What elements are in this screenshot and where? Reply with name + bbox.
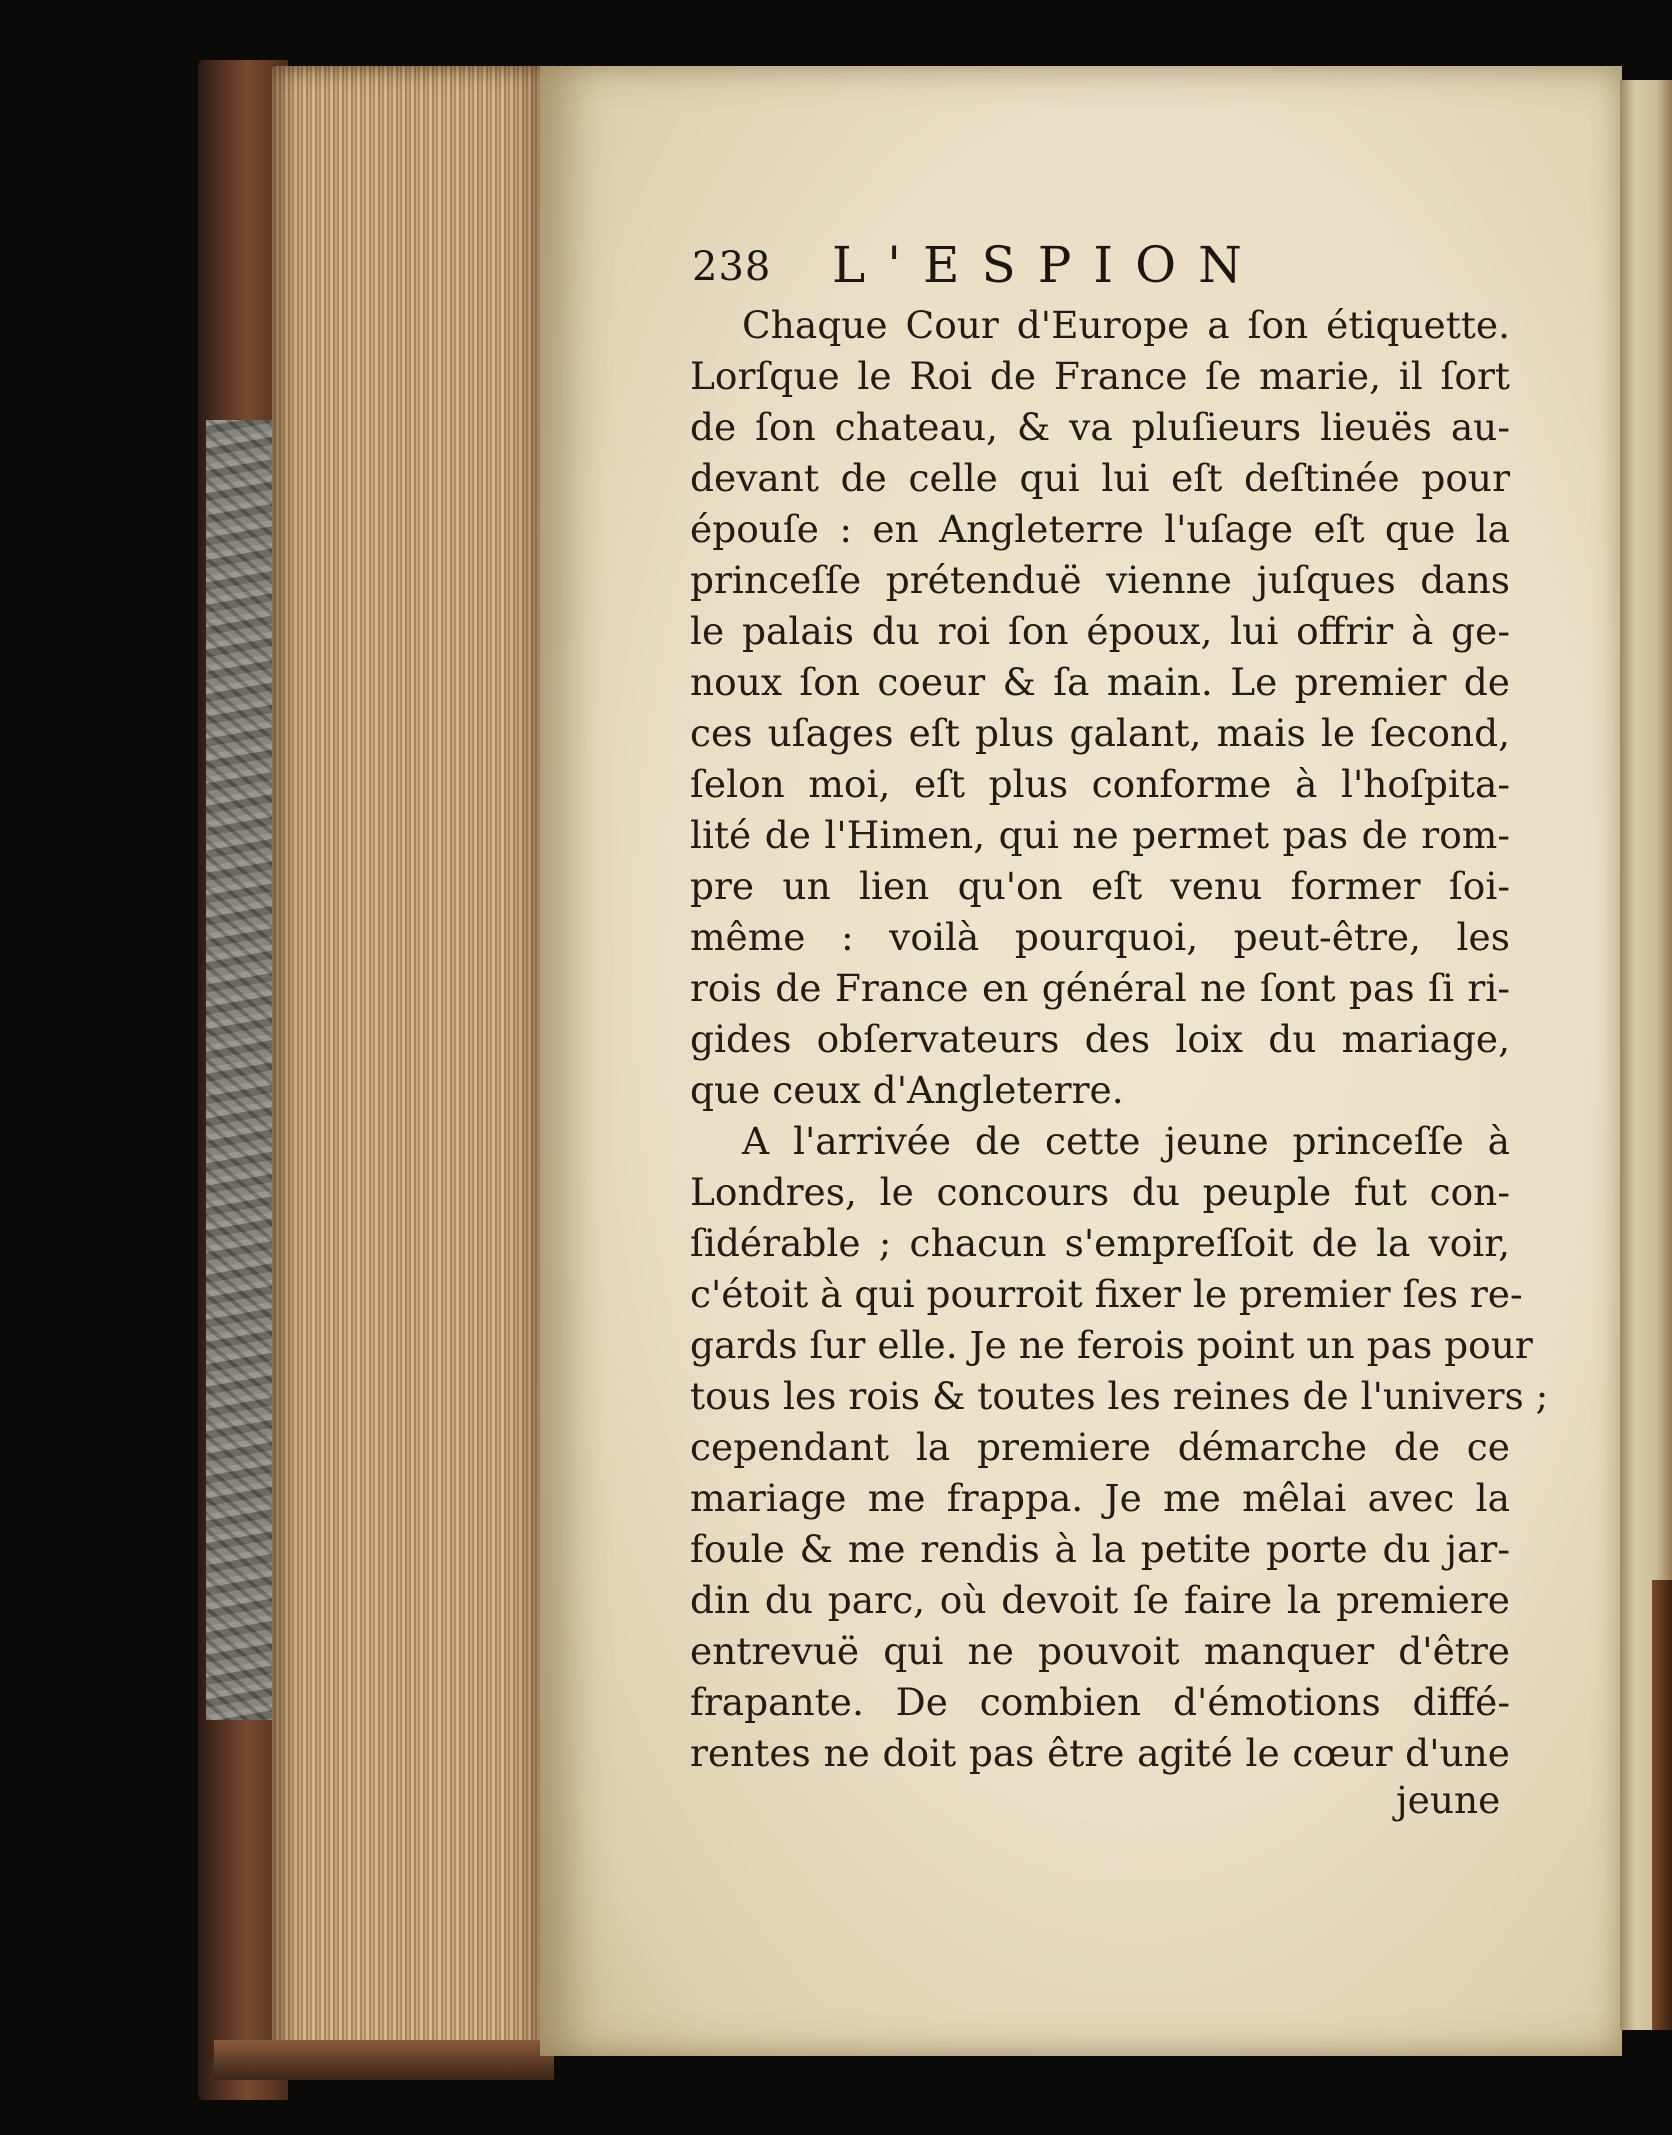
- text-line: foule & me rendis à la petite porte du jar-: [690, 1527, 1510, 1571]
- text-line: rois de France en général ne ſont pas ſi ri-: [690, 966, 1510, 1010]
- text-line: A l'arrivée de cette jeune princeſſe à: [742, 1119, 1510, 1163]
- text-line: lité de l'Himen, qui ne permet pas de rom-: [690, 813, 1510, 857]
- text-line: entrevuë qui ne pouvoit manquer d'être: [690, 1629, 1510, 1673]
- text-line: frapante. De combien d'émotions diffé-: [690, 1680, 1510, 1724]
- text-line: gards ſur elle. Je ne ferois point un pas pour: [690, 1323, 1533, 1367]
- text-line: rentes ne doit pas être agité le cœur d'une: [690, 1731, 1510, 1775]
- text-line: que ceux d'Angleterre.: [690, 1068, 1124, 1112]
- text-line: c'étoit à qui pourroit fixer le premier ſes re-: [690, 1272, 1523, 1316]
- text-line: princeſſe prétenduë vienne juſques dans: [690, 558, 1510, 602]
- text-line: gides obſervateurs des loix du mariage,: [690, 1017, 1510, 1061]
- text-line: ſidérable ; chacun s'empreſſoit de la voir,: [690, 1221, 1510, 1265]
- catchword: jeune: [1396, 1778, 1501, 1822]
- binding-corner: [214, 2040, 554, 2080]
- text-line: Lorſque le Roi de France ſe marie, il ſort: [690, 354, 1510, 398]
- text-line: ces uſages eſt plus galant, mais le ſecond,: [690, 711, 1510, 755]
- text-line: cependant la premiere démarche de ce: [690, 1425, 1510, 1469]
- text-line: Chaque Cour d'Europe a ſon étiquette.: [742, 303, 1510, 347]
- text-line: devant de celle qui lui eſt deſtinée pour: [690, 456, 1510, 500]
- page-number: 238: [692, 244, 772, 290]
- text-line: Londres, le concours du peuple fut con-: [690, 1170, 1510, 1214]
- text-line: ſelon moi, eſt plus conforme à l'hoſpita-: [690, 762, 1510, 806]
- facing-binding-edge: [1652, 1580, 1672, 2030]
- text-line: épouſe : en Angleterre l'uſage eſt que la: [690, 507, 1510, 551]
- running-head: [692, 232, 1532, 302]
- text-line: din du parc, où devoit ſe faire la premiere: [690, 1578, 1510, 1622]
- text-line: de ſon chateau, & va pluſieurs lieuës au-: [690, 405, 1510, 449]
- text-line: noux ſon coeur & ſa main. Le premier de: [690, 660, 1510, 704]
- running-title: L'ESPION: [832, 236, 1264, 294]
- text-line: mariage me frappa. Je me mêlai avec la: [690, 1476, 1510, 1520]
- text-line: pre un lien qu'on eſt venu former ſoi-: [690, 864, 1510, 908]
- text-line: le palais du roi ſon époux, lui offrir à ge-: [690, 609, 1510, 653]
- page-edges: [272, 66, 542, 2066]
- text-line: même : voilà pourquoi, peut-être, les: [690, 915, 1510, 959]
- body-text: [690, 300, 1549, 1779]
- text-line: tous les rois & toutes les reines de l'univers ;: [690, 1374, 1549, 1418]
